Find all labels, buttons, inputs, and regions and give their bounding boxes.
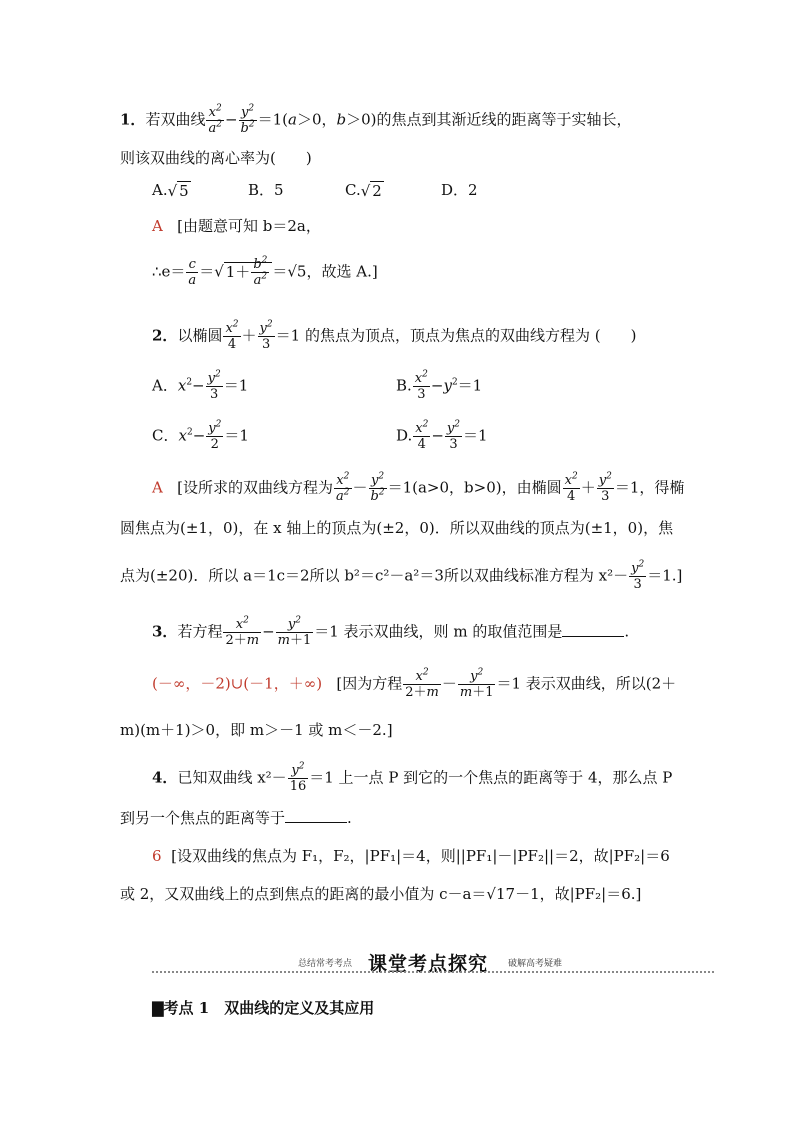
q1-answer-letter: A: [152, 217, 163, 235]
q3-answer-a: [因为方程: [336, 674, 403, 693]
q1-stem-cond1: ＞0，: [296, 110, 337, 129]
q2-option-d: D. $\frac{x^2}{4}$ − $\frac{y^2}{3}$ ＝1: [396, 419, 488, 452]
q2-option-c-label: C．: [152, 426, 179, 445]
section-header-left: 总结常考考点: [298, 959, 353, 969]
section-header-title: 课堂考点探究: [368, 953, 489, 975]
q2-stem-text: 以椭圆: [177, 326, 223, 345]
q2-answer-line3-a: 点为(±20)．所以 a＝1c＝2所以 b²＝c²－a²＝3所以双曲线标准方程为 x²－: [120, 566, 629, 585]
q4-stem-line2-text: 到另一个焦点的距离等于: [120, 809, 286, 827]
q3-stem-rest: ＝1 表示双曲线，则 m 的取值范围是: [314, 622, 563, 641]
q2-option-c: C．$x^2-$ $\frac{y^2}{2}$ ＝1: [152, 419, 249, 452]
q2-frac-y2-3: $\frac{y^2}{3}$: [259, 319, 273, 352]
q3-answer-b: ＝1 表示双曲线，所以(2＋: [496, 674, 677, 693]
q4-answer-text1: [设双曲线的焦点为 F₁，F₂，|PF₁|＝4，则||PF₁|－|PF₂||＝2，故|PF₂|＝6: [171, 847, 670, 865]
q1-stem-line2: 则该双曲线的离心率为( ): [120, 149, 312, 167]
q2-answer-c: ＝1，得椭: [614, 478, 685, 497]
q1-number: 1．: [120, 110, 146, 129]
q4-answer-value: 6: [152, 847, 162, 865]
q2-stem-rest: ＝1 的焦点为顶点，顶点为焦点的双曲线方程为 ( ): [275, 326, 637, 345]
section-header-rule: [152, 971, 714, 977]
q2-number: 2．: [152, 326, 178, 345]
q1-frac-x2-a2: $\frac{x^2}{a^2}$: [208, 103, 222, 136]
q3-stem-text: 若方程: [177, 622, 223, 641]
q4-answer-line1: [152, 846, 670, 866]
q3-answer-line2: m)(m＋1)＞0，即 m＞－1 或 m＜－2.]: [120, 721, 393, 739]
q1-frac-y2-b2: $\frac{y^2}{b^2}$: [240, 103, 255, 136]
q2-answer-b: ＝1(a>0，b>0)，由椭圆: [387, 478, 562, 497]
q1-answer-line1: [152, 216, 321, 236]
q2-stem: 2．以椭圆 $\frac{x^2}{4}$ ＋ $\frac{y^2}{3}$ ＝1 的焦点为顶点，顶点为焦点的双曲线方程为 ( ): [152, 319, 637, 352]
q1-stem-eq: ＝1(: [257, 110, 288, 129]
q2-answer-line2: 圆焦点为(±1，0)，在 x 轴上的顶点为(±2，0)．所以双曲线的顶点为(±1，0)，焦: [120, 519, 674, 537]
q1-answer-post: ＝√5，故选 A.]: [272, 262, 378, 281]
q1-frac-c-a: $\frac{c}{a}$: [188, 257, 197, 288]
q1-stem-a: a: [288, 110, 297, 129]
q2-answer-line1: A [设所求的双曲线方程为 $\frac{x^2}{a^2}$ － $\frac{y^2}{b^2}$ ＝1(a>0，b>0)，由椭圆 $\frac{x^2}{4}$ ＋ $\frac{y^2}{3}$ ＝1，得椭: [152, 471, 685, 504]
q3-stem: 3．若方程 $\frac{x^2}{2+m}$ − $\frac{y^2}{m+1}$ ＝1 表示双曲线，则 m 的取值范围是 .: [152, 615, 630, 648]
q1-option-b: B．5: [248, 181, 284, 199]
q2-option-b: B. $\frac{x^2}{3}$ $-y^2=1$: [396, 369, 483, 402]
q1-stem-b: b: [336, 110, 347, 129]
q2-answer-a: [设所求的双曲线方程为: [177, 478, 334, 497]
q4-stem-b: ＝1 上一点 P 到它的一个焦点的距离等于 4，那么点 P: [309, 768, 673, 787]
q3-number: 3．: [152, 622, 178, 641]
q4-number: 4．: [152, 768, 178, 787]
q1-answer-text: [由题意可知 b＝2a，: [177, 217, 321, 235]
section-header-right: 破解高考疑难: [508, 959, 563, 969]
q2-frac-x2-4: $\frac{x^2}{4}$: [225, 319, 239, 352]
q2-option-a: A．$x^2-$ $\frac{y^2}{3}$ ＝1: [152, 369, 249, 402]
q4-answer-line2: 或 2，又双曲线上的点到焦点的距离的最小值为 c－a＝√17－1，故|PF₂|＝6.]: [120, 885, 642, 903]
topic-heading: ▇考点 1 双曲线的定义及其应用: [152, 999, 375, 1017]
q1-stem-line1: 1．若双曲线 $\frac{x^2}{a^2}$ − $\frac{y^2}{b^2}$ ＝1(a＞0，b＞0)的焦点到其渐近线的距离等于实轴长，: [120, 103, 632, 136]
q1-option-a-label: A.: [152, 181, 168, 199]
q2-option-b-label: B.: [396, 376, 412, 395]
sqrt-icon: √ 5: [167, 182, 189, 200]
q1-stem-rest: ＞0)的焦点到其渐近线的距离等于实轴长，: [346, 110, 632, 129]
q4-answer-blank[interactable]: [285, 808, 347, 823]
q1-option-d: D．2: [441, 181, 478, 199]
q1-option-c: [345, 180, 384, 201]
q2-answer-letter: A: [152, 478, 163, 497]
q3-stem-end: .: [624, 622, 630, 641]
q4-stem-line1: 4．已知双曲线 x²－ $\frac{y^2}{16}$ ＝1 上一点 P 到它的一个焦点的距离等于 4，那么点 P: [152, 761, 673, 794]
q1-option-c-value: 2: [372, 182, 382, 200]
q3-answer-line1: (－∞，－2)∪(－1，＋∞) [因为方程 $\frac{x^2}{2+m}$ － $\frac{y^2}{m+1}$ ＝1 表示双曲线，所以(2＋: [152, 667, 677, 700]
q3-answer-range: (－∞，－2)∪(－1，＋∞): [152, 674, 323, 693]
q1-option-c-label: C.: [345, 181, 361, 199]
q4-stem-a: 已知双曲线 x²－: [177, 768, 287, 787]
sqrt-icon: √ 2: [360, 182, 382, 200]
q4-stem-line2: [120, 808, 352, 828]
q3-answer-blank[interactable]: [562, 622, 624, 637]
q2-option-a-label: A．: [152, 376, 178, 395]
q4-stem-line2-end: .: [347, 809, 352, 827]
q2-answer-line3-b: ＝1.]: [647, 566, 683, 585]
q1-stem-text: 若双曲线: [145, 110, 206, 129]
q2-option-d-label: D.: [396, 426, 413, 445]
q1-answer-line2: ∴e＝ $\frac{c}{a}$ ＝√ 1＋ $\frac{b^2}{a^2}$ ＝√5，故选 A.]: [152, 255, 378, 288]
q1-option-a: [152, 180, 191, 201]
sqrt-icon: √ 1＋ $\frac{b^2}{a^2}$: [214, 258, 272, 287]
q1-option-a-value: 5: [179, 182, 189, 200]
q1-answer-pre: ∴e＝: [152, 262, 186, 281]
q2-answer-line3: 点为(±20)．所以 a＝1c＝2所以 b²＝c²－a²＝3所以双曲线标准方程为 x²－ $\frac{y^2}{3}$ ＝1.]: [120, 559, 683, 592]
